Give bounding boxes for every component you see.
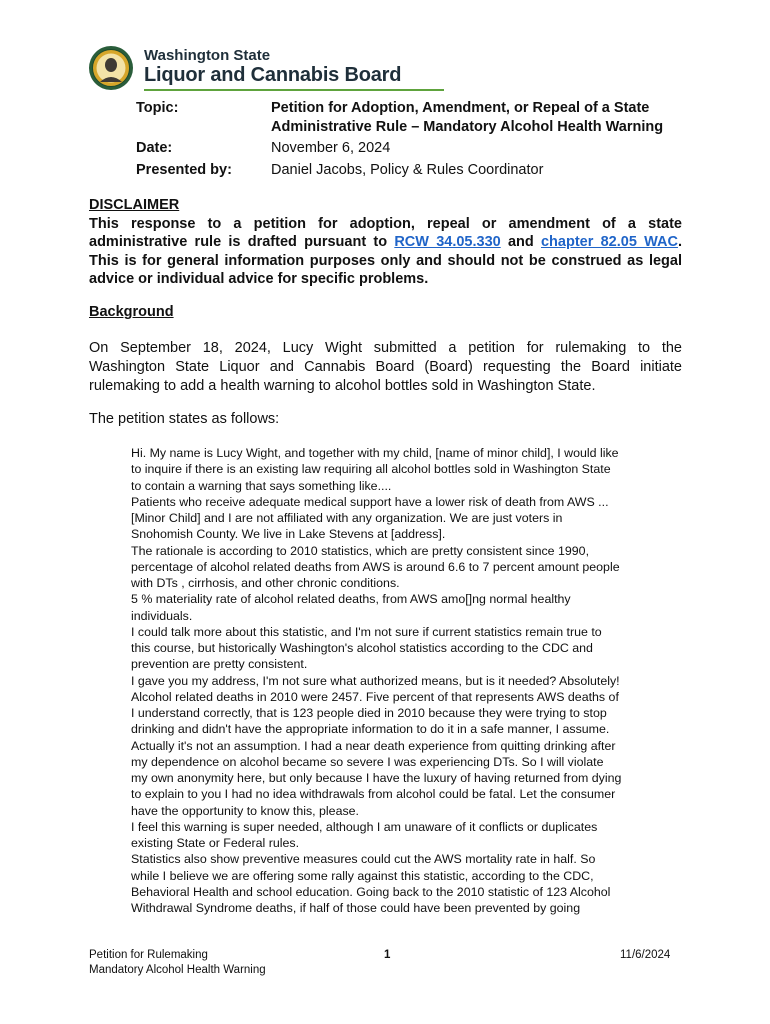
quote-line: while I believe we are offering some rally against this statistic, according to the CDC, (131, 868, 594, 883)
petition-intro: The petition states as follows: (89, 411, 280, 427)
quote-line: my dependence on alcohol became so severe I was experiencing DTs. So I will violate (131, 754, 604, 769)
presenter-label: Presented by: (136, 162, 232, 178)
rcw-link[interactable]: RCW 34.05.330 (394, 234, 501, 251)
disclaimer-text: and (500, 234, 541, 251)
disclaimer-line (89, 233, 682, 252)
quote-line: I could talk more about this statistic, and I'm not sure if current statistics remain true to (131, 624, 602, 639)
quote-line: to explain to you I had no idea withdrawals from alcohol could be fatal. Let the consumer (131, 787, 616, 802)
paragraph-line: Washington State Liquor and Cannabis Board (Board) requesting the Board initiate (89, 358, 682, 375)
quote-line: The rationale is according to 2010 statistics, which are pretty consistent since 1990, (131, 543, 590, 558)
disclaimer-title: DISCLAIMER (89, 197, 180, 213)
quote-line: this course, but historically Washington's alcohol statistics according to the CDC and (131, 641, 593, 655)
quote-line: with DTs , cirrhosis, and other chronic conditions. (131, 576, 400, 590)
topic-value-line1: Petition for Adoption, Amendment, or Repeal of a State (271, 100, 650, 116)
org-name-line2: Liquor and Cannabis Board (144, 64, 402, 86)
quote-line: Hi. My name is Lucy Wight, and together with my child, [name of minor child], I would like (131, 446, 619, 460)
agency-logo (88, 45, 402, 95)
quote-line: Behavioral Health and school education. Going back to the 2010 statistic of 123 Alcohol (131, 884, 611, 899)
quote-line: prevention are pretty consistent. (131, 657, 308, 672)
quote-line: Patients who receive adequate medical support have a lower risk of death from AWS ... (131, 494, 609, 509)
disclaimer-text: administrative rule is drafted pursuant to (89, 234, 395, 251)
paragraph-line: rulemaking to add a health warning to alcohol bottles sold in Washington State. (89, 377, 596, 394)
disclaimer-block (89, 196, 682, 289)
footer-title-line1: Petition for Rulemaking (89, 949, 208, 961)
quote-line: I gave you my address, I'm not sure what authorized means, but is it needed? Absolutely! (131, 673, 620, 688)
quote-line: my own anonymity here, but only because I have the luxury of having returned from dying (131, 771, 622, 785)
background-heading: Background (89, 304, 174, 320)
footer-date: 11/6/2024 (620, 949, 671, 961)
quote-line: percentage of alcohol related deaths from AWS is around 6.6 to 7 percent amount people (131, 559, 620, 574)
org-name-line1: Washington State (144, 47, 271, 64)
topic-label: Topic: (136, 100, 179, 116)
footer-document-title (89, 948, 266, 978)
quote-line: Snohomish County. We live in Lake Stevens at [address]. (131, 527, 446, 542)
washington-state-seal-icon (88, 45, 134, 91)
petition-quote (131, 445, 691, 916)
quote-line: existing State or Federal rules. (131, 836, 300, 850)
quote-line: 5 % materiality rate of alcohol related deaths, from AWS amo[]ng normal healthy (131, 592, 571, 607)
paragraph-line: On September 18, 2024, Lucy Wight submitted a petition for rulemaking to the (89, 340, 682, 356)
quote-line: I understand correctly, that is 123 people died in 2010 because they were trying to stop (131, 706, 607, 720)
quote-line: Statistics also show preventive measures could cut the AWS mortality rate in half. So (131, 852, 596, 867)
date-value: November 6, 2024 (271, 140, 391, 156)
disclaimer-line: This is for general information purposes only and should not be construed as legal (89, 252, 682, 269)
date-label: Date: (136, 140, 173, 156)
quote-line: individuals. (131, 608, 193, 623)
wac-chapter-link[interactable]: chapter 82.05 WAC (540, 234, 678, 251)
quote-line: have the opportunity to know this, please. (131, 803, 359, 818)
disclaimer-line: This response to a petition for adoption, repeal or amendment of a state (89, 215, 682, 232)
disclaimer-line: advice or individual advice for specific problems. (89, 271, 429, 288)
background-paragraph (89, 339, 682, 395)
quote-line: Actually it's not an assumption. I had a near death experience from quitting drinking after (131, 738, 616, 753)
quote-line: to inquire if there is an existing law requiring all alcohol bottles sold in Washington State (131, 462, 611, 477)
page-number: 1 (384, 949, 391, 961)
presenter-value: Daniel Jacobs, Policy & Rules Coordinator (271, 162, 544, 178)
quote-line: Alcohol related deaths in 2010 were 2457. Five percent of that represents AWS deaths of (131, 689, 619, 704)
quote-line: I feel this warning is super needed, although I am unaware of it conflicts or duplicates (131, 819, 598, 834)
quote-line: [Minor Child] and I are not affiliated with any organization. We are just voters in (131, 511, 563, 525)
footer-title-line2: Mandatory Alcohol Health Warning (89, 964, 266, 976)
header-green-rule (144, 89, 444, 91)
quote-line: drinking and didn't have the appropriate information to do it in a safe manner, I assume. (131, 722, 610, 737)
quote-line: Withdrawal Syndrome deaths, if half of those could have been prevented by going (131, 901, 581, 915)
topic-value-line2: Administrative Rule – Mandatory Alcohol Health Warning (271, 119, 664, 135)
quote-line: to contain a warning that says something like.... (131, 478, 392, 493)
disclaimer-text: . (677, 234, 682, 251)
